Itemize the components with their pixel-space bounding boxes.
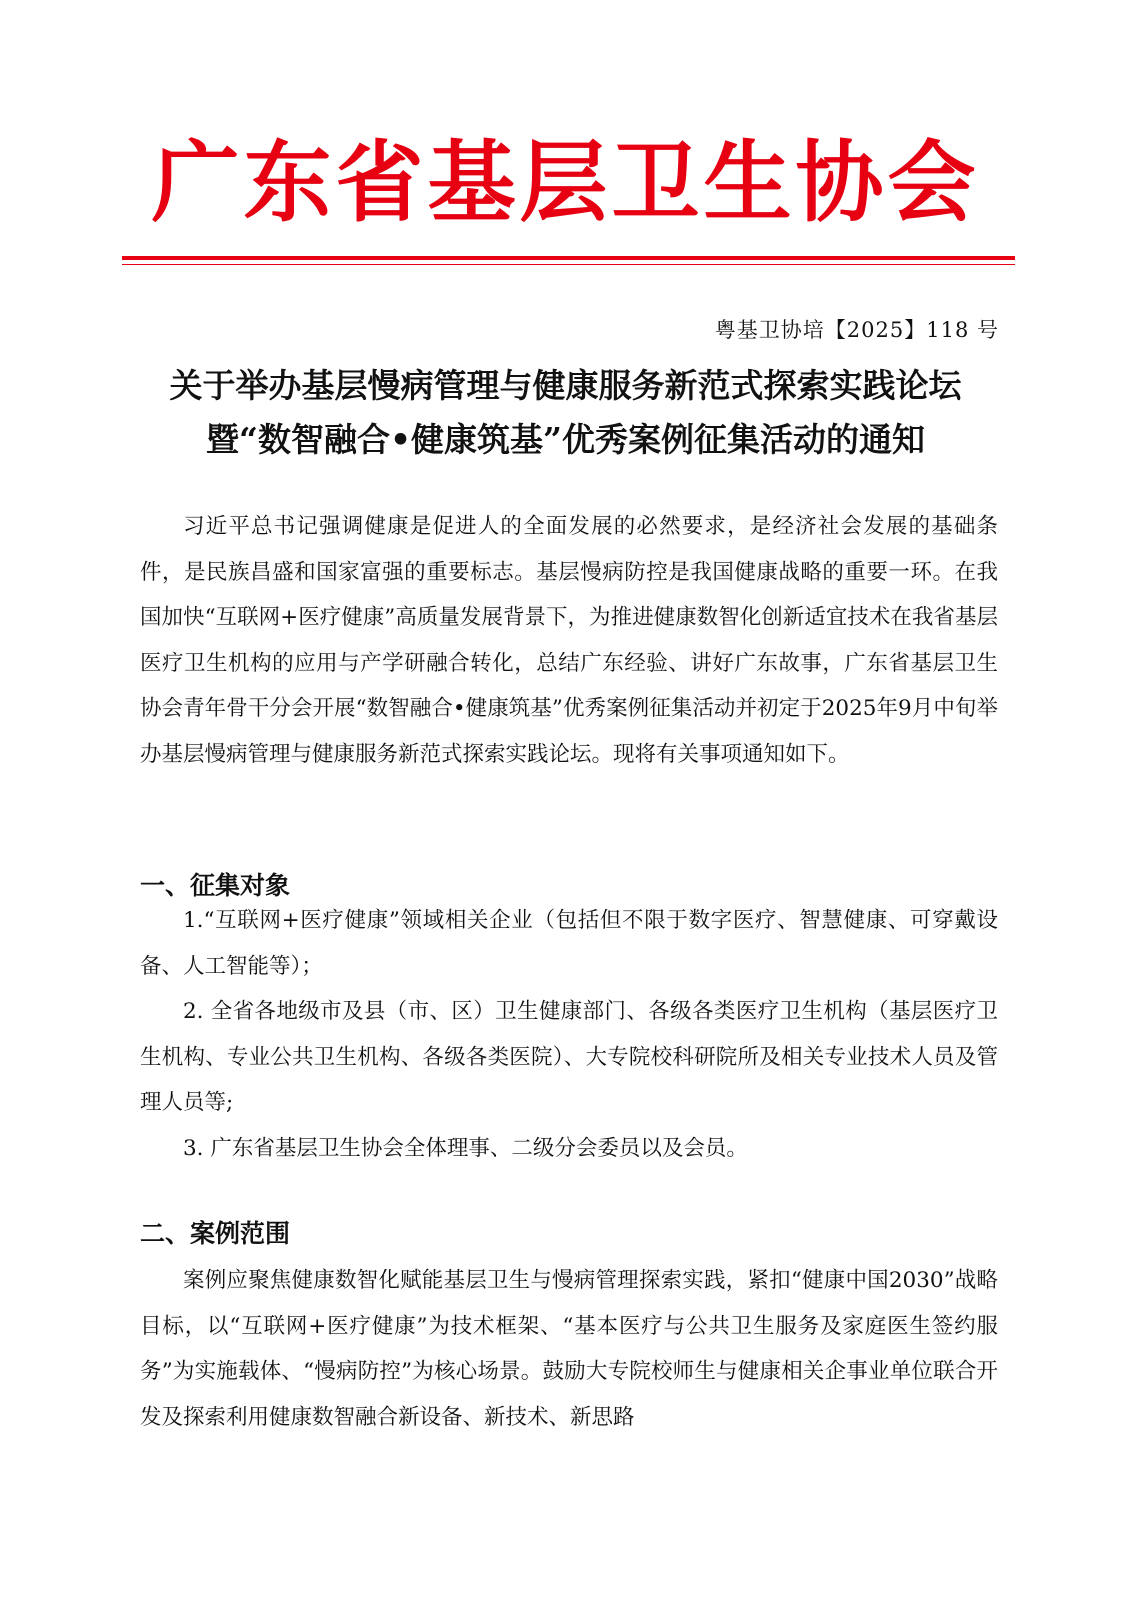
- scope-section: [140, 1258, 998, 1440]
- section-heading-scope: 二、案例范围: [140, 1219, 291, 1248]
- document-title-line-1: 关于举办基层慢病管理与健康服务新范式探索实践论坛: [169, 366, 962, 405]
- targets-list: [140, 898, 998, 1171]
- list-item: 1.“互联网+医疗健康”领域相关企业（包括但不限于数字医疗、智慧健康、可穿戴设备、人工智能等）；: [140, 908, 998, 979]
- letterhead-divider-thin: [122, 264, 1015, 265]
- scope-paragraph: 案例应聚焦健康数智化赋能基层卫生与慢病管理探索实践，紧扣“健康中国2030”战略目标，以“互联网+医疗健康”为技术框架、“基本医疗与公共卫生服务及家庭医生签约服务”为实施载体、“慢病防控”为核心场景。鼓励大专院校师生与健康相关企事业单位联合开发及探索利用健康数智融合新设备、新技术、新思路: [140, 1268, 998, 1430]
- intro-section: [140, 504, 998, 777]
- document-title-line-2: 暨“数智融合•健康筑基”优秀案例征集活动的通知: [205, 420, 926, 459]
- list-item: 3. 广东省基层卫生协会全体理事、二级分会委员以及会员。: [183, 1135, 748, 1161]
- section-heading-targets: 一、征集对象: [140, 871, 291, 900]
- document-number: 粤基卫协培【2025】118 号: [714, 318, 999, 342]
- letterhead-org-name: 广东省基层卫生协会: [151, 131, 980, 234]
- list-item: 2. 全省各地级市及县（市、区）卫生健康部门、各级各类医疗卫生机构（基层医疗卫生机构、专业公共卫生机构、各级各类医院）、大专院校科研院所及相关专业技术人员及管理人员等;: [140, 999, 998, 1115]
- intro-paragraph: 习近平总书记强调健康是促进人的全面发展的必然要求，是经济社会发展的基础条件，是民族昌盛和国家富强的重要标志。基层慢病防控是我国健康战略的重要一环。在我国加快“互联网+医疗健康”高质量发展背景下，为推进健康数智化创新适宜技术在我省基层医疗卫生机构的应用与产学研融合转化，总结广东经验、讲好广东故事，广东省基层卫生协会青年骨干分会开展“数智融合•健康筑基”优秀案例征集活动并初定于2025年9月中旬举办基层慢病管理与健康服务新范式探索实践论坛。现将有关事项通知如下。: [140, 514, 998, 767]
- letterhead-divider-thick: [122, 256, 1015, 260]
